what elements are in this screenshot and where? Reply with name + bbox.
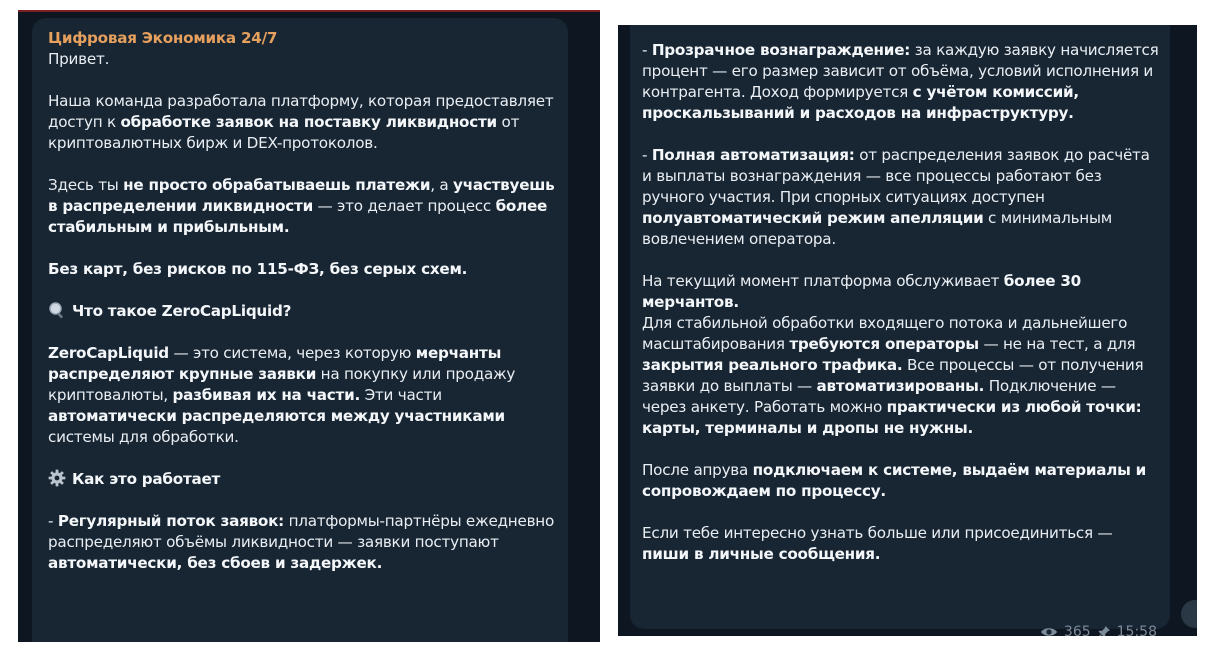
text-span: -: [642, 41, 652, 59]
text-span: — это делает процесс: [312, 197, 496, 215]
paragraph-automation: [642, 145, 1162, 250]
bold-span: требуются операторы: [789, 335, 979, 353]
paragraph-approve: [642, 460, 1162, 502]
text-span: -: [642, 146, 652, 164]
text-span: за каждую заявку начисляется процент — его размер зависит от объёма, условий исполнения и контрагента. Доход формируется: [642, 41, 1159, 101]
chat-panel-right: [618, 25, 1197, 636]
sender-name[interactable]: Цифровая Экономика 24/7: [48, 29, 278, 47]
text-span: Для стабильной обработки входящего потока и дальнейшего масштабирования: [642, 314, 1128, 353]
bold-span: закрытия реального трафика.: [642, 356, 903, 374]
paragraph-no-risk: [48, 259, 568, 280]
gear-icon: [48, 469, 66, 487]
text-span: Подключение — через анкету. Работать можно: [642, 377, 1116, 416]
text-span: Эти части: [360, 386, 442, 404]
bold-span: участвуешь в распределении ликвидности: [48, 176, 555, 215]
text-span: на покупку или продажу криптовалюты,: [48, 365, 516, 404]
text-span: Здесь ты: [48, 176, 124, 194]
message-meta: [1040, 624, 1157, 636]
eye-icon: [1040, 626, 1058, 636]
text-span: Если тебе интересно узнать больше или присоединиться —: [642, 524, 1113, 542]
bold-span: полуавтоматический режим апелляции: [642, 209, 984, 227]
message-time: 15:58: [1116, 624, 1157, 636]
bold-span: ZeroCapLiquid: [48, 344, 169, 362]
bold-span: Регулярный поток заявок:: [57, 512, 284, 530]
text-span: от распределения заявок до расчёта и выплаты вознаграждения — все процессы работают без ручного участия. При спорных ситуациях доступен: [642, 146, 1150, 206]
bold-span: автоматически, без сбоев и задержек.: [48, 554, 383, 572]
text-span: — не на тест, а для: [978, 335, 1136, 353]
text-span: с минимальным вовлечением оператора.: [642, 209, 1112, 248]
text-span: После апрува: [642, 461, 753, 479]
bold-span: обработке заявок на поставку ликвидности: [120, 113, 497, 131]
text-span: системы для обработки.: [48, 428, 239, 446]
bold-span: разбивая их на части.: [172, 386, 360, 404]
view-count: 365: [1063, 624, 1091, 636]
bold-span: не просто обрабатываешь платежи: [123, 176, 431, 194]
heading-text: Что такое ZeroCapLiquid?: [72, 302, 292, 320]
text-span: -: [48, 512, 58, 530]
bold-span: Прозрачное вознаграждение:: [651, 41, 911, 59]
text-span: Наша команда разработала платформу, которая предоставляет доступ к: [48, 92, 554, 131]
message-text: [642, 40, 1162, 565]
bold-span: более 30 мерчантов.: [642, 272, 1081, 311]
heading-text: Как это работает: [72, 470, 221, 488]
paragraph-zerocap: [48, 343, 568, 448]
bold-span: подключаем к системе, выдаём материалы и сопровождаем по процессу.: [642, 461, 1147, 500]
bold-span: с учётом комиссий, проскальзываний и расходов на инфраструктуру.: [642, 83, 1079, 122]
paragraph-participation: [48, 175, 568, 238]
greeting: Привет.: [48, 50, 110, 68]
magnifier-icon: [48, 301, 66, 319]
bold-span: пиши в личные сообщения.: [642, 545, 881, 563]
bold-span: Без карт, без рисков по 115-ФЗ, без серых схем.: [48, 260, 468, 278]
scroll-down-button[interactable]: [1181, 600, 1197, 628]
chat-panel-left: [18, 10, 600, 642]
paragraph-merchants: [642, 271, 1162, 313]
paragraph-regular-flow: [48, 511, 568, 574]
pin-icon: [1097, 625, 1111, 636]
message-text: [48, 28, 568, 574]
bold-span: более стабильным и прибыльным.: [48, 197, 548, 236]
text-span: На текущий момент платформа обслуживает: [642, 272, 1004, 290]
bold-span: автоматически распределяются между участниками: [48, 407, 505, 425]
heading-how-it-works: [48, 469, 568, 490]
paragraph-reward: [642, 40, 1162, 124]
paragraph-intro: [48, 91, 568, 154]
text-span: от криптовалютных бирж и DEX-протоколов.: [48, 113, 520, 152]
bold-span: практически из любой точки: карты, терминалы и дропы не нужны.: [642, 398, 1142, 437]
text-span: — это система, через которую: [168, 344, 416, 362]
heading-what-is: [48, 301, 568, 322]
bold-span: Полная автоматизация:: [651, 146, 855, 164]
bold-span: мерчанты распределяют крупные заявки: [48, 344, 502, 383]
paragraph-contact: [642, 523, 1162, 565]
text-span: Все процессы — от получения заявки до выплаты —: [642, 356, 1144, 395]
bold-span: автоматизированы.: [816, 377, 985, 395]
text-span: платформы-партнёры ежедневно распределяют объёмы ликвидности — заявки поступают: [48, 512, 554, 551]
text-span: , а: [430, 176, 454, 194]
paragraph-operators: [642, 313, 1162, 439]
